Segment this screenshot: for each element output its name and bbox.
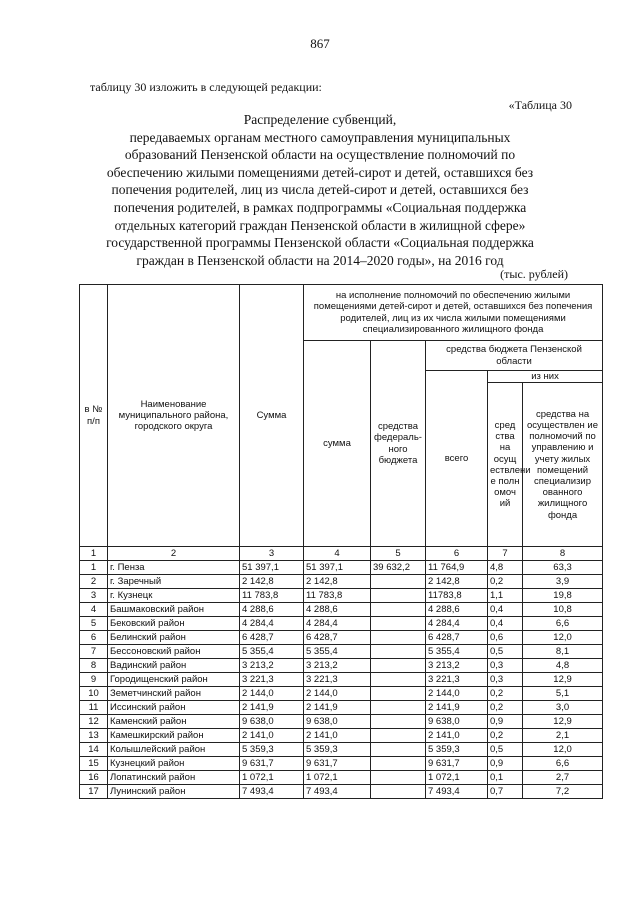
sum-value: 5 359,3 <box>240 743 304 757</box>
management-value: 12,0 <box>523 743 603 757</box>
header-num: в № п/п <box>80 285 108 547</box>
column-number-row <box>80 547 603 561</box>
powers-value: 4,8 <box>488 561 523 575</box>
header-regional: средства бюджета Пензенской области <box>426 341 603 371</box>
management-value: 12,9 <box>523 715 603 729</box>
column-number: 8 <box>523 547 603 561</box>
federal-value <box>371 575 426 589</box>
row-number: 6 <box>80 631 108 645</box>
municipality-name: Колышлейский район <box>108 743 240 757</box>
regional-total-value: 1 072,1 <box>426 771 488 785</box>
spec-sum-value: 51 397,1 <box>304 561 371 575</box>
powers-value: 0,1 <box>488 771 523 785</box>
header-sum: Сумма <box>240 285 304 547</box>
header-of-them: из них <box>488 371 603 383</box>
powers-value: 0,5 <box>488 743 523 757</box>
table-row <box>80 701 603 715</box>
spec-sum-value: 3 213,2 <box>304 659 371 673</box>
row-number: 13 <box>80 729 108 743</box>
spec-sum-value: 2 144,0 <box>304 687 371 701</box>
federal-value <box>371 589 426 603</box>
regional-total-value: 4 284,4 <box>426 617 488 631</box>
municipality-name: Бековский район <box>108 617 240 631</box>
table-row <box>80 589 603 603</box>
sum-value: 1 072,1 <box>240 771 304 785</box>
management-value: 10,8 <box>523 603 603 617</box>
municipality-name: г. Заречный <box>108 575 240 589</box>
header-total: всего <box>426 371 488 547</box>
title-line: попечения родителей, лиц из числа детей-сирот и детей, оставшихся без <box>111 182 529 198</box>
federal-value <box>371 701 426 715</box>
regional-total-value: 9 638,0 <box>426 715 488 729</box>
sum-value: 4 284,4 <box>240 617 304 631</box>
regional-total-value: 6 428,7 <box>426 631 488 645</box>
powers-value: 0,7 <box>488 785 523 799</box>
row-number: 17 <box>80 785 108 799</box>
regional-total-value: 2 142,8 <box>426 575 488 589</box>
column-number: 5 <box>371 547 426 561</box>
row-number: 11 <box>80 701 108 715</box>
spec-sum-value: 1 072,1 <box>304 771 371 785</box>
municipality-name: Городищенский район <box>108 673 240 687</box>
sum-value: 2 141,9 <box>240 701 304 715</box>
table-header <box>80 285 603 547</box>
sum-value: 2 141,0 <box>240 729 304 743</box>
sum-value: 2 144,0 <box>240 687 304 701</box>
row-number: 4 <box>80 603 108 617</box>
table-reference: «Таблица 30 <box>508 98 572 112</box>
sum-value: 3 213,2 <box>240 659 304 673</box>
spec-sum-value: 6 428,7 <box>304 631 371 645</box>
federal-value <box>371 757 426 771</box>
header-powers: сред ства на осущ ествлени е полн омоч ий <box>488 383 523 547</box>
row-number: 5 <box>80 617 108 631</box>
header-management: средства на осуществлен ие полномочий по управлению и учету жилых помещений специализир ованного жилищного фонда <box>523 383 603 547</box>
spec-sum-value: 5 359,3 <box>304 743 371 757</box>
intro-text: таблицу 30 изложить в следующей редакции: <box>90 80 322 94</box>
row-number: 14 <box>80 743 108 757</box>
row-number: 10 <box>80 687 108 701</box>
municipality-name: Белинский район <box>108 631 240 645</box>
powers-value: 0,9 <box>488 757 523 771</box>
table-row <box>80 575 603 589</box>
header-spec-sum: сумма <box>304 341 371 547</box>
column-number: 7 <box>488 547 523 561</box>
management-value: 3,9 <box>523 575 603 589</box>
management-value: 5,1 <box>523 687 603 701</box>
row-number: 3 <box>80 589 108 603</box>
row-number: 2 <box>80 575 108 589</box>
powers-value: 0,2 <box>488 687 523 701</box>
table-row <box>80 743 603 757</box>
spec-sum-value: 4 284,4 <box>304 617 371 631</box>
table-row <box>80 603 603 617</box>
municipality-name: Камешкирский район <box>108 729 240 743</box>
regional-total-value: 11783,8 <box>426 589 488 603</box>
sum-value: 6 428,7 <box>240 631 304 645</box>
powers-value: 0,3 <box>488 673 523 687</box>
document-title <box>70 111 570 269</box>
sum-value: 7 493,4 <box>240 785 304 799</box>
header-federal: средства федераль-ного бюджета <box>371 341 426 547</box>
federal-value <box>371 715 426 729</box>
regional-total-value: 2 141,9 <box>426 701 488 715</box>
title-line: государственной программы Пензенской области «Социальная поддержка <box>106 235 534 251</box>
management-value: 63,3 <box>523 561 603 575</box>
regional-total-value: 7 493,4 <box>426 785 488 799</box>
federal-value <box>371 659 426 673</box>
management-value: 2,1 <box>523 729 603 743</box>
header-name: Наименование муниципального района, городского округа <box>108 285 240 547</box>
federal-value <box>371 743 426 757</box>
title-line: обеспечению жилыми помещениями детей-сирот и детей, оставшихся без <box>106 164 534 180</box>
column-number: 3 <box>240 547 304 561</box>
table-row <box>80 645 603 659</box>
regional-total-value: 3 221,3 <box>426 673 488 687</box>
table-row <box>80 757 603 771</box>
management-value: 8,1 <box>523 645 603 659</box>
table-row <box>80 771 603 785</box>
spec-sum-value: 2 141,9 <box>304 701 371 715</box>
sum-value: 51 397,1 <box>240 561 304 575</box>
municipality-name: Каменский район <box>108 715 240 729</box>
municipality-name: Земетчинский район <box>108 687 240 701</box>
row-number: 9 <box>80 673 108 687</box>
federal-value <box>371 771 426 785</box>
column-number: 4 <box>304 547 371 561</box>
powers-value: 0,3 <box>488 659 523 673</box>
sum-value: 9 638,0 <box>240 715 304 729</box>
units-label: (тыс. рублей) <box>500 267 568 281</box>
municipality-name: Лопатинский район <box>108 771 240 785</box>
federal-value <box>371 673 426 687</box>
municipality-name: Башмаковский район <box>108 603 240 617</box>
row-number: 16 <box>80 771 108 785</box>
column-number: 6 <box>426 547 488 561</box>
management-value: 12,0 <box>523 631 603 645</box>
powers-value: 0,6 <box>488 631 523 645</box>
row-number: 12 <box>80 715 108 729</box>
spec-sum-value: 7 493,4 <box>304 785 371 799</box>
federal-value <box>371 729 426 743</box>
spec-sum-value: 4 288,6 <box>304 603 371 617</box>
powers-value: 0,2 <box>488 701 523 715</box>
row-number: 8 <box>80 659 108 673</box>
powers-value: 0,4 <box>488 603 523 617</box>
subventions-table <box>79 284 603 799</box>
row-number: 1 <box>80 561 108 575</box>
management-value: 6,6 <box>523 757 603 771</box>
regional-total-value: 2 141,0 <box>426 729 488 743</box>
title-line: передаваемых органам местного самоуправления муниципальных <box>129 129 511 145</box>
spec-sum-value: 2 141,0 <box>304 729 371 743</box>
federal-value <box>371 687 426 701</box>
page-number: 867 <box>310 36 330 51</box>
spec-sum-value: 5 355,4 <box>304 645 371 659</box>
row-number: 7 <box>80 645 108 659</box>
federal-value: 39 632,2 <box>371 561 426 575</box>
table-body <box>80 547 603 799</box>
sum-value: 11 783,8 <box>240 589 304 603</box>
title-line: Распределение субвенций, <box>243 112 397 127</box>
federal-value <box>371 617 426 631</box>
title-line: образований Пензенской области на осуществление полномочий по <box>124 147 516 163</box>
municipality-name: Вадинский район <box>108 659 240 673</box>
municipality-name: Лунинский район <box>108 785 240 799</box>
sum-value: 5 355,4 <box>240 645 304 659</box>
management-value: 4,8 <box>523 659 603 673</box>
municipality-name: Бессоновский район <box>108 645 240 659</box>
title-line: попечения родителей, в рамках подпрограммы «Социальная поддержка <box>113 199 527 215</box>
sum-value: 2 142,8 <box>240 575 304 589</box>
regional-total-value: 5 359,3 <box>426 743 488 757</box>
spec-sum-value: 3 221,3 <box>304 673 371 687</box>
sum-value: 9 631,7 <box>240 757 304 771</box>
table-row <box>80 631 603 645</box>
regional-total-value: 9 631,7 <box>426 757 488 771</box>
powers-value: 0,9 <box>488 715 523 729</box>
management-value: 12,9 <box>523 673 603 687</box>
spec-sum-value: 9 638,0 <box>304 715 371 729</box>
regional-total-value: 11 764,9 <box>426 561 488 575</box>
title-line: отдельных категорий граждан Пензенской области в жилищной сфере» <box>114 217 526 233</box>
table-row <box>80 715 603 729</box>
management-value: 7,2 <box>523 785 603 799</box>
powers-value: 0,4 <box>488 617 523 631</box>
row-number: 15 <box>80 757 108 771</box>
regional-total-value: 4 288,6 <box>426 603 488 617</box>
table-row <box>80 561 603 575</box>
header-spec: на исполнение полномочий по обеспечению жилыми помещениями детей-сирот и детей, оставшихся без попечения родителей, лиц из их числа жилыми помещениями специализированного жилищного фонда <box>304 285 603 341</box>
column-number: 1 <box>80 547 108 561</box>
regional-total-value: 2 144,0 <box>426 687 488 701</box>
management-value: 2,7 <box>523 771 603 785</box>
table-row <box>80 687 603 701</box>
management-value: 6,6 <box>523 617 603 631</box>
column-number: 2 <box>108 547 240 561</box>
spec-sum-value: 2 142,8 <box>304 575 371 589</box>
federal-value <box>371 785 426 799</box>
table-row <box>80 617 603 631</box>
table-row <box>80 659 603 673</box>
regional-total-value: 3 213,2 <box>426 659 488 673</box>
table-row <box>80 729 603 743</box>
management-value: 3,0 <box>523 701 603 715</box>
powers-value: 0,2 <box>488 575 523 589</box>
sum-value: 4 288,6 <box>240 603 304 617</box>
powers-value: 1,1 <box>488 589 523 603</box>
regional-total-value: 5 355,4 <box>426 645 488 659</box>
municipality-name: г. Кузнецк <box>108 589 240 603</box>
title-line: граждан в Пензенской области на 2014–2020 годы», на 2016 год <box>136 252 504 268</box>
table-row <box>80 785 603 799</box>
federal-value <box>371 631 426 645</box>
spec-sum-value: 11 783,8 <box>304 589 371 603</box>
federal-value <box>371 645 426 659</box>
municipality-name: Иссинский район <box>108 701 240 715</box>
municipality-name: Кузнецкий район <box>108 757 240 771</box>
sum-value: 3 221,3 <box>240 673 304 687</box>
municipality-name: г. Пенза <box>108 561 240 575</box>
powers-value: 0,5 <box>488 645 523 659</box>
spec-sum-value: 9 631,7 <box>304 757 371 771</box>
table-row <box>80 673 603 687</box>
management-value: 19,8 <box>523 589 603 603</box>
powers-value: 0,2 <box>488 729 523 743</box>
federal-value <box>371 603 426 617</box>
